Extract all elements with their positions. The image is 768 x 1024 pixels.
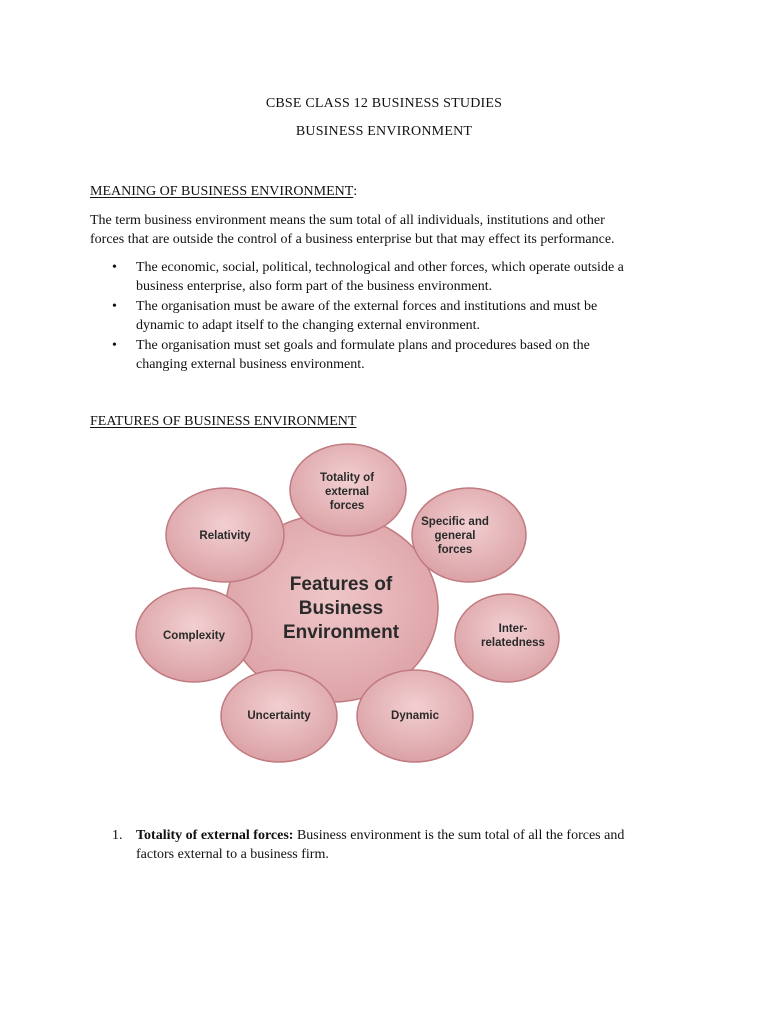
petal-label: Dynamic <box>391 710 439 722</box>
features-list <box>90 826 690 864</box>
bullet-item <box>90 297 680 335</box>
petal-label: Relativity <box>199 530 251 542</box>
petal-label: external <box>324 486 370 498</box>
meaning-heading-colon: : <box>353 184 358 199</box>
bullet-glyph: • <box>112 299 117 314</box>
paragraph-line: forces that are outside the control of a business enterprise but that may effect its performance. <box>90 232 615 247</box>
document-subtitle: BUSINESS ENVIRONMENT <box>295 124 473 139</box>
petal-label: Complexity <box>163 630 225 642</box>
petal-label: Inter- <box>498 623 528 635</box>
feature-item <box>90 826 690 864</box>
diagram-center-label: Environment <box>282 622 400 643</box>
bullet-glyph: • <box>112 338 117 353</box>
meaning-heading <box>90 184 357 200</box>
bullet-line: The organisation must set goals and formulate plans and procedures based on the <box>136 338 590 353</box>
feature-item-line: factors external to a business firm. <box>136 847 329 862</box>
bullet-glyph: • <box>112 260 117 275</box>
bullet-item <box>90 258 680 296</box>
bullet-line: changing external business environment. <box>136 357 365 372</box>
bullet-line: dynamic to adapt itself to the changing external environment. <box>136 318 481 333</box>
diagram-center-label: Features of <box>289 574 393 595</box>
bullet-line: business enterprise, also form part of the business environment. <box>136 279 493 294</box>
feature-item-line <box>136 826 690 845</box>
petal-label: relatedness <box>481 637 545 649</box>
bullet-item <box>90 336 680 374</box>
feature-item-term: Totality of external forces: <box>136 828 294 843</box>
petal-label: Specific and <box>421 516 489 528</box>
document-title: CBSE CLASS 12 BUSINESS STUDIES <box>265 96 503 111</box>
petal-label: forces <box>437 544 473 556</box>
petal-label: Uncertainty <box>247 710 311 722</box>
petal-label: forces <box>329 500 365 512</box>
meaning-paragraph <box>90 211 680 249</box>
bullet-line: The organisation must be aware of the external forces and institutions and must be <box>136 299 598 314</box>
features-heading: FEATURES OF BUSINESS ENVIRONMENT <box>90 414 357 429</box>
petal-label: general <box>434 530 476 542</box>
feature-item-text: Business environment is the sum total of all the forces and <box>293 828 625 843</box>
features-diagram <box>0 440 768 785</box>
diagram-center-label: Business <box>298 598 384 619</box>
bullet-line: The economic, social, political, technological and other forces, which operate outside a <box>136 260 624 275</box>
feature-item-number: 1. <box>112 828 123 843</box>
petal-label: Totality of <box>319 472 375 484</box>
paragraph-line: The term business environment means the sum total of all individuals, institutions and other <box>90 213 605 228</box>
meaning-bullet-list <box>90 258 680 375</box>
meaning-heading-text: MEANING OF BUSINESS ENVIRONMENT <box>90 184 354 199</box>
